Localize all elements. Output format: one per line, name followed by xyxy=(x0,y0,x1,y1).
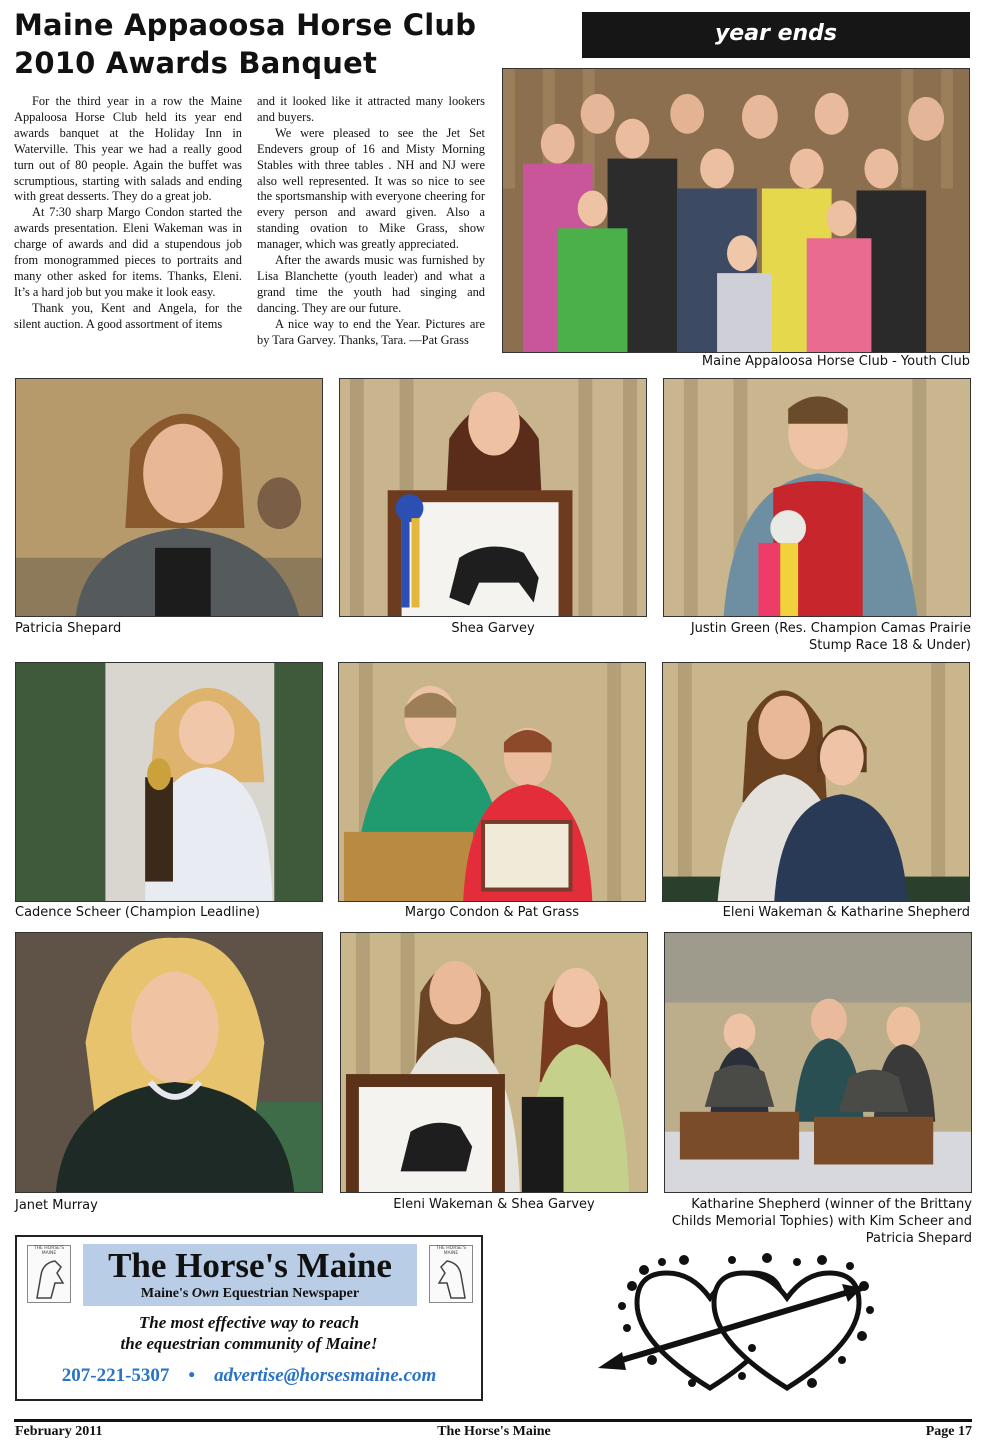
caption-line: Justin Green (Res. Champion Camas Prairie xyxy=(690,621,971,636)
youth-club-photo xyxy=(502,68,970,353)
caption-cadence-scheer: Cadence Scheer (Champion Leadline) xyxy=(15,905,260,920)
logo-caption: THE HORSE'S MAINE xyxy=(33,1246,65,1256)
photo-justin-green xyxy=(663,378,971,617)
ad-subtitle-em: Own xyxy=(191,1286,220,1301)
horse-logo-icon-left xyxy=(27,1245,71,1303)
ad-subtitle xyxy=(83,1286,417,1302)
article-paragraph: Thank you, Kent and Angela, for the silent auction. A good assortment of items xyxy=(14,300,242,331)
headline-line-2: 2010 Awards Banquet xyxy=(14,46,378,80)
headline-line-1: Maine Appaoosa Horse Club xyxy=(14,8,477,42)
caption-line: Stump Race 18 & Under) xyxy=(809,638,971,653)
photo-katharine-shepherd-trophies xyxy=(664,932,972,1193)
article-paragraph: After the awards music was furnished by Lisa Blanchette (youth leader) and what a grand time the youth had singing and dancing. They are our future. xyxy=(257,253,485,315)
caption-eleni-wakeman-shea-garvey: Eleni Wakeman & Shea Garvey xyxy=(393,1197,595,1212)
ad-banner xyxy=(83,1244,417,1306)
caption-youth-club: Maine Appaloosa Horse Club - Youth Club xyxy=(701,354,970,369)
caption-line: Katharine Shepherd (winner of the Brittany xyxy=(691,1197,972,1212)
logo-caption: THE HORSE'S MAINE xyxy=(435,1246,467,1256)
footer-publication: The Horse's Maine xyxy=(437,1424,551,1439)
photo-patricia-shepard xyxy=(15,378,323,617)
photo-shea-garvey xyxy=(339,378,647,617)
article-paragraph: At 7:30 sharp Margo Condon started the awards presentation. Eleni Wakeman was in charge of awards and did a stupendous job from monogrammed pieces to portraits and many other asked for items. Thanks, Eleni. It’s a hard job but you make it look easy. xyxy=(14,205,242,299)
caption-justin-green xyxy=(663,620,971,654)
caption-line: Childs Memorial Tophies) with Kim Scheer and xyxy=(671,1214,972,1229)
horse-logo-icon-right xyxy=(429,1245,473,1303)
footer-date: February 2011 xyxy=(15,1424,103,1439)
ad-email-link[interactable]: advertise@horsesmaine.com xyxy=(214,1365,437,1386)
ad-contact xyxy=(17,1365,481,1387)
section-label: year ends xyxy=(582,12,970,58)
ad-subtitle-post: Equestrian Newspaper xyxy=(219,1286,360,1301)
article-paragraph: For the third year in a row the Maine Appaloosa Horse Club held its year end awards banquet at the Holiday Inn in Waterville. This year we had a really good turn out of 80 people. Again the buffet was scrumptious, starting with salads and ending with great desserts. They do a great job. xyxy=(14,94,242,204)
photo-cadence-scheer xyxy=(15,662,323,902)
hearts-arrow-icon xyxy=(592,1248,882,1398)
photo-eleni-wakeman-shea-garvey xyxy=(340,932,648,1193)
article-paragraph: A nice way to end the Year. Pictures are by Tara Garvey. Thanks, Tara. —Pat Grass xyxy=(257,316,485,347)
ad-title: The Horse's Maine xyxy=(108,1246,392,1285)
article-column-2 xyxy=(257,94,485,349)
caption-line: Patricia Shepard xyxy=(865,1231,972,1246)
caption-eleni-wakeman-katharine-shepherd: Eleni Wakeman & Katharine Shepherd xyxy=(722,905,970,920)
article-headline xyxy=(14,6,514,82)
caption-patricia-shepard: Patricia Shepard xyxy=(15,621,122,636)
ad-bullet: • xyxy=(188,1365,196,1386)
caption-shea-garvey: Shea Garvey xyxy=(451,621,535,636)
caption-margo-condon-pat-grass: Margo Condon & Pat Grass xyxy=(404,905,580,920)
ad-tagline-2: the equestrian community of Maine! xyxy=(120,1334,378,1353)
footer-rule xyxy=(14,1419,972,1422)
article-column-1 xyxy=(14,94,242,333)
ad-subtitle-pre: Maine's xyxy=(140,1286,192,1301)
ad-tagline-1: The most effective way to reach xyxy=(138,1313,360,1332)
newspaper-advertisement[interactable] xyxy=(15,1235,483,1401)
photo-janet-murray xyxy=(15,932,323,1193)
footer-page-number: Page 17 xyxy=(925,1424,972,1439)
caption-katharine-shepherd-trophies xyxy=(664,1196,972,1247)
caption-janet-murray: Janet Murray xyxy=(15,1198,98,1213)
article-paragraph-continued: and it looked like it attracted many lookers and buyers. xyxy=(257,94,485,124)
photo-margo-condon-pat-grass xyxy=(338,662,646,902)
photo-eleni-wakeman-katharine-shepherd xyxy=(662,662,970,902)
article-paragraph: We were pleased to see the Jet Set Endevers group of 16 and Misty Morning Stables with three tables . NH and NJ were also well represented. It was so nice to see the sportsmanship with everyone cheering for every person and award given. Also a standing ovation to Mike Grass, show manager, which was greatly appreciated. xyxy=(257,125,485,252)
ad-phone[interactable]: 207-221-5307 xyxy=(61,1365,170,1386)
